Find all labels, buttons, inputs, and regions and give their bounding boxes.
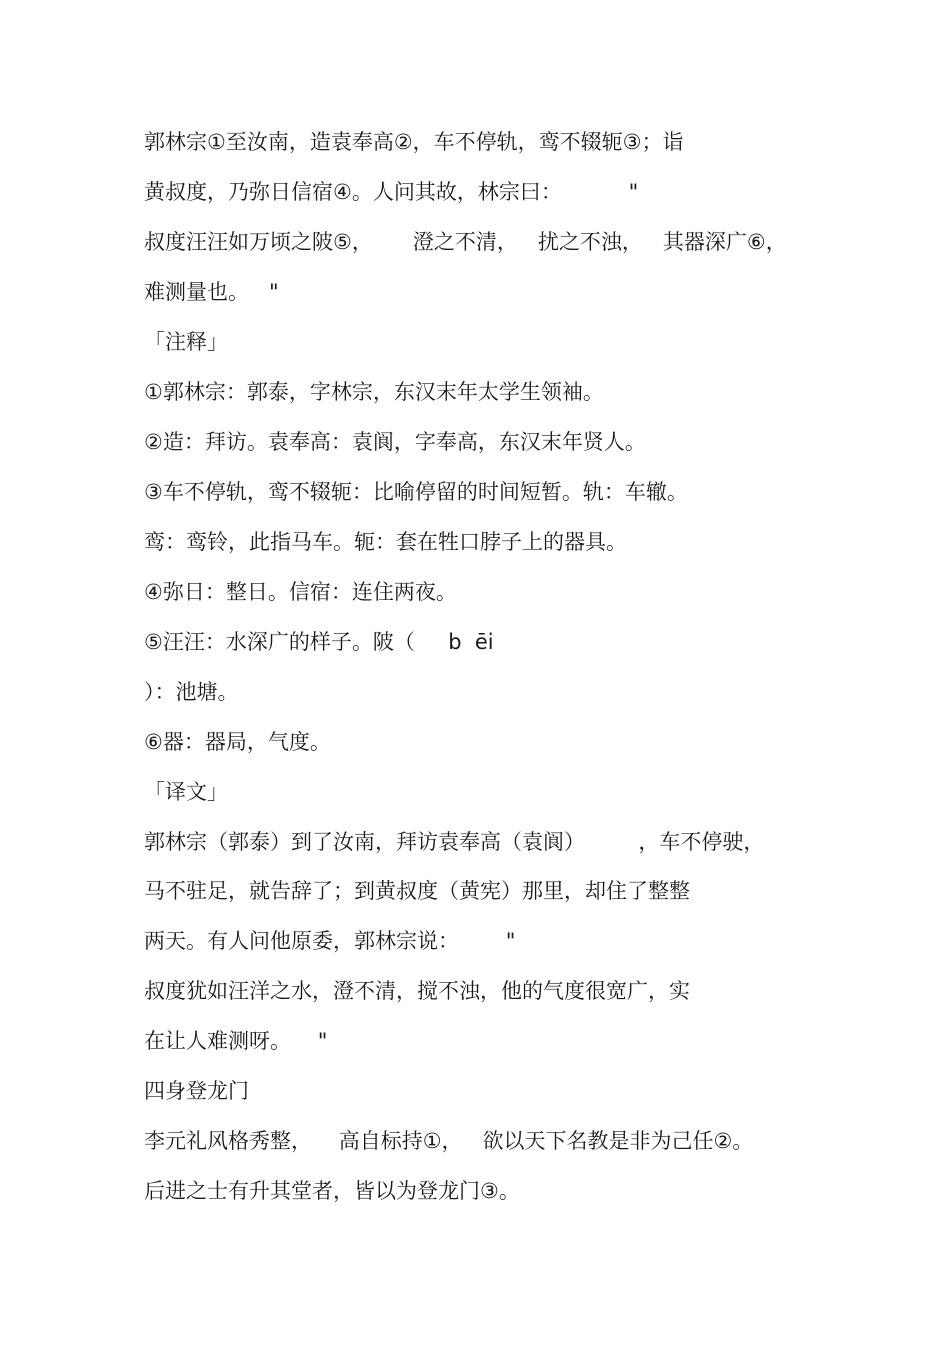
text-line: 李元礼风格秀整， 高自标持①， 欲以天下名教是非为己任②。: [144, 1129, 754, 1153]
note-line: ）：池塘。: [144, 680, 239, 704]
text-line: 难测量也。 ": [144, 280, 279, 304]
note-line: ①郭林宗：郭泰，字林宗，东汉末年太学生领袖。: [144, 380, 604, 404]
note-line: ⑤汪汪：水深广的样子。陂（ b ēi: [144, 630, 494, 654]
note-line: ④弥日：整日。信宿：连住两夜。: [144, 580, 457, 604]
note-line: ③车不停轨，鸾不辍轭：比喻停留的时间短暂。轨：车辙。: [144, 480, 688, 504]
note-line: ⑥器：器局，气度。: [144, 730, 331, 754]
text-line: 叔度汪汪如万顷之陂⑤， 澄之不清， 扰之不浊， 其器深广⑥，: [144, 230, 787, 254]
text-line: 黄叔度，乃弥日信宿④。人问其故，林宗曰： ": [144, 180, 639, 204]
note-line: 鸾：鸾铃，此指马车。轭：套在牲口脖子上的器具。: [144, 530, 627, 554]
translation-line: 两天。有人问他原委，郭林宗说： ": [144, 929, 516, 953]
translation-line: 马不驻足，就告辞了；到黄叔度（黄宪）那里，却住了整整: [144, 879, 690, 903]
note-line: ②造：拜访。袁奉高：袁阆，字奉高，东汉末年贤人。: [144, 430, 646, 454]
translation-line: 郭林宗（郭泰）到了汝南，拜访袁奉高（袁阆） ，车不停驶，: [144, 830, 765, 854]
translation-line: 在让人难测呀。 ": [144, 1029, 328, 1053]
section-title: 四身登龙门: [144, 1079, 249, 1103]
translation-line: 叔度犹如汪洋之水，澄不清，搅不浊，他的气度很宽广，实: [144, 979, 690, 1003]
text-line: 后进之士有升其堂者，皆以为登龙门③。: [144, 1179, 520, 1203]
section-heading-translation: 「译文」: [144, 780, 228, 804]
section-heading-notes: 「注释」: [144, 330, 228, 354]
text-line: 郭林宗①至汝南，造袁奉高②，车不停轨，鸾不辍轭③；诣: [144, 130, 684, 154]
